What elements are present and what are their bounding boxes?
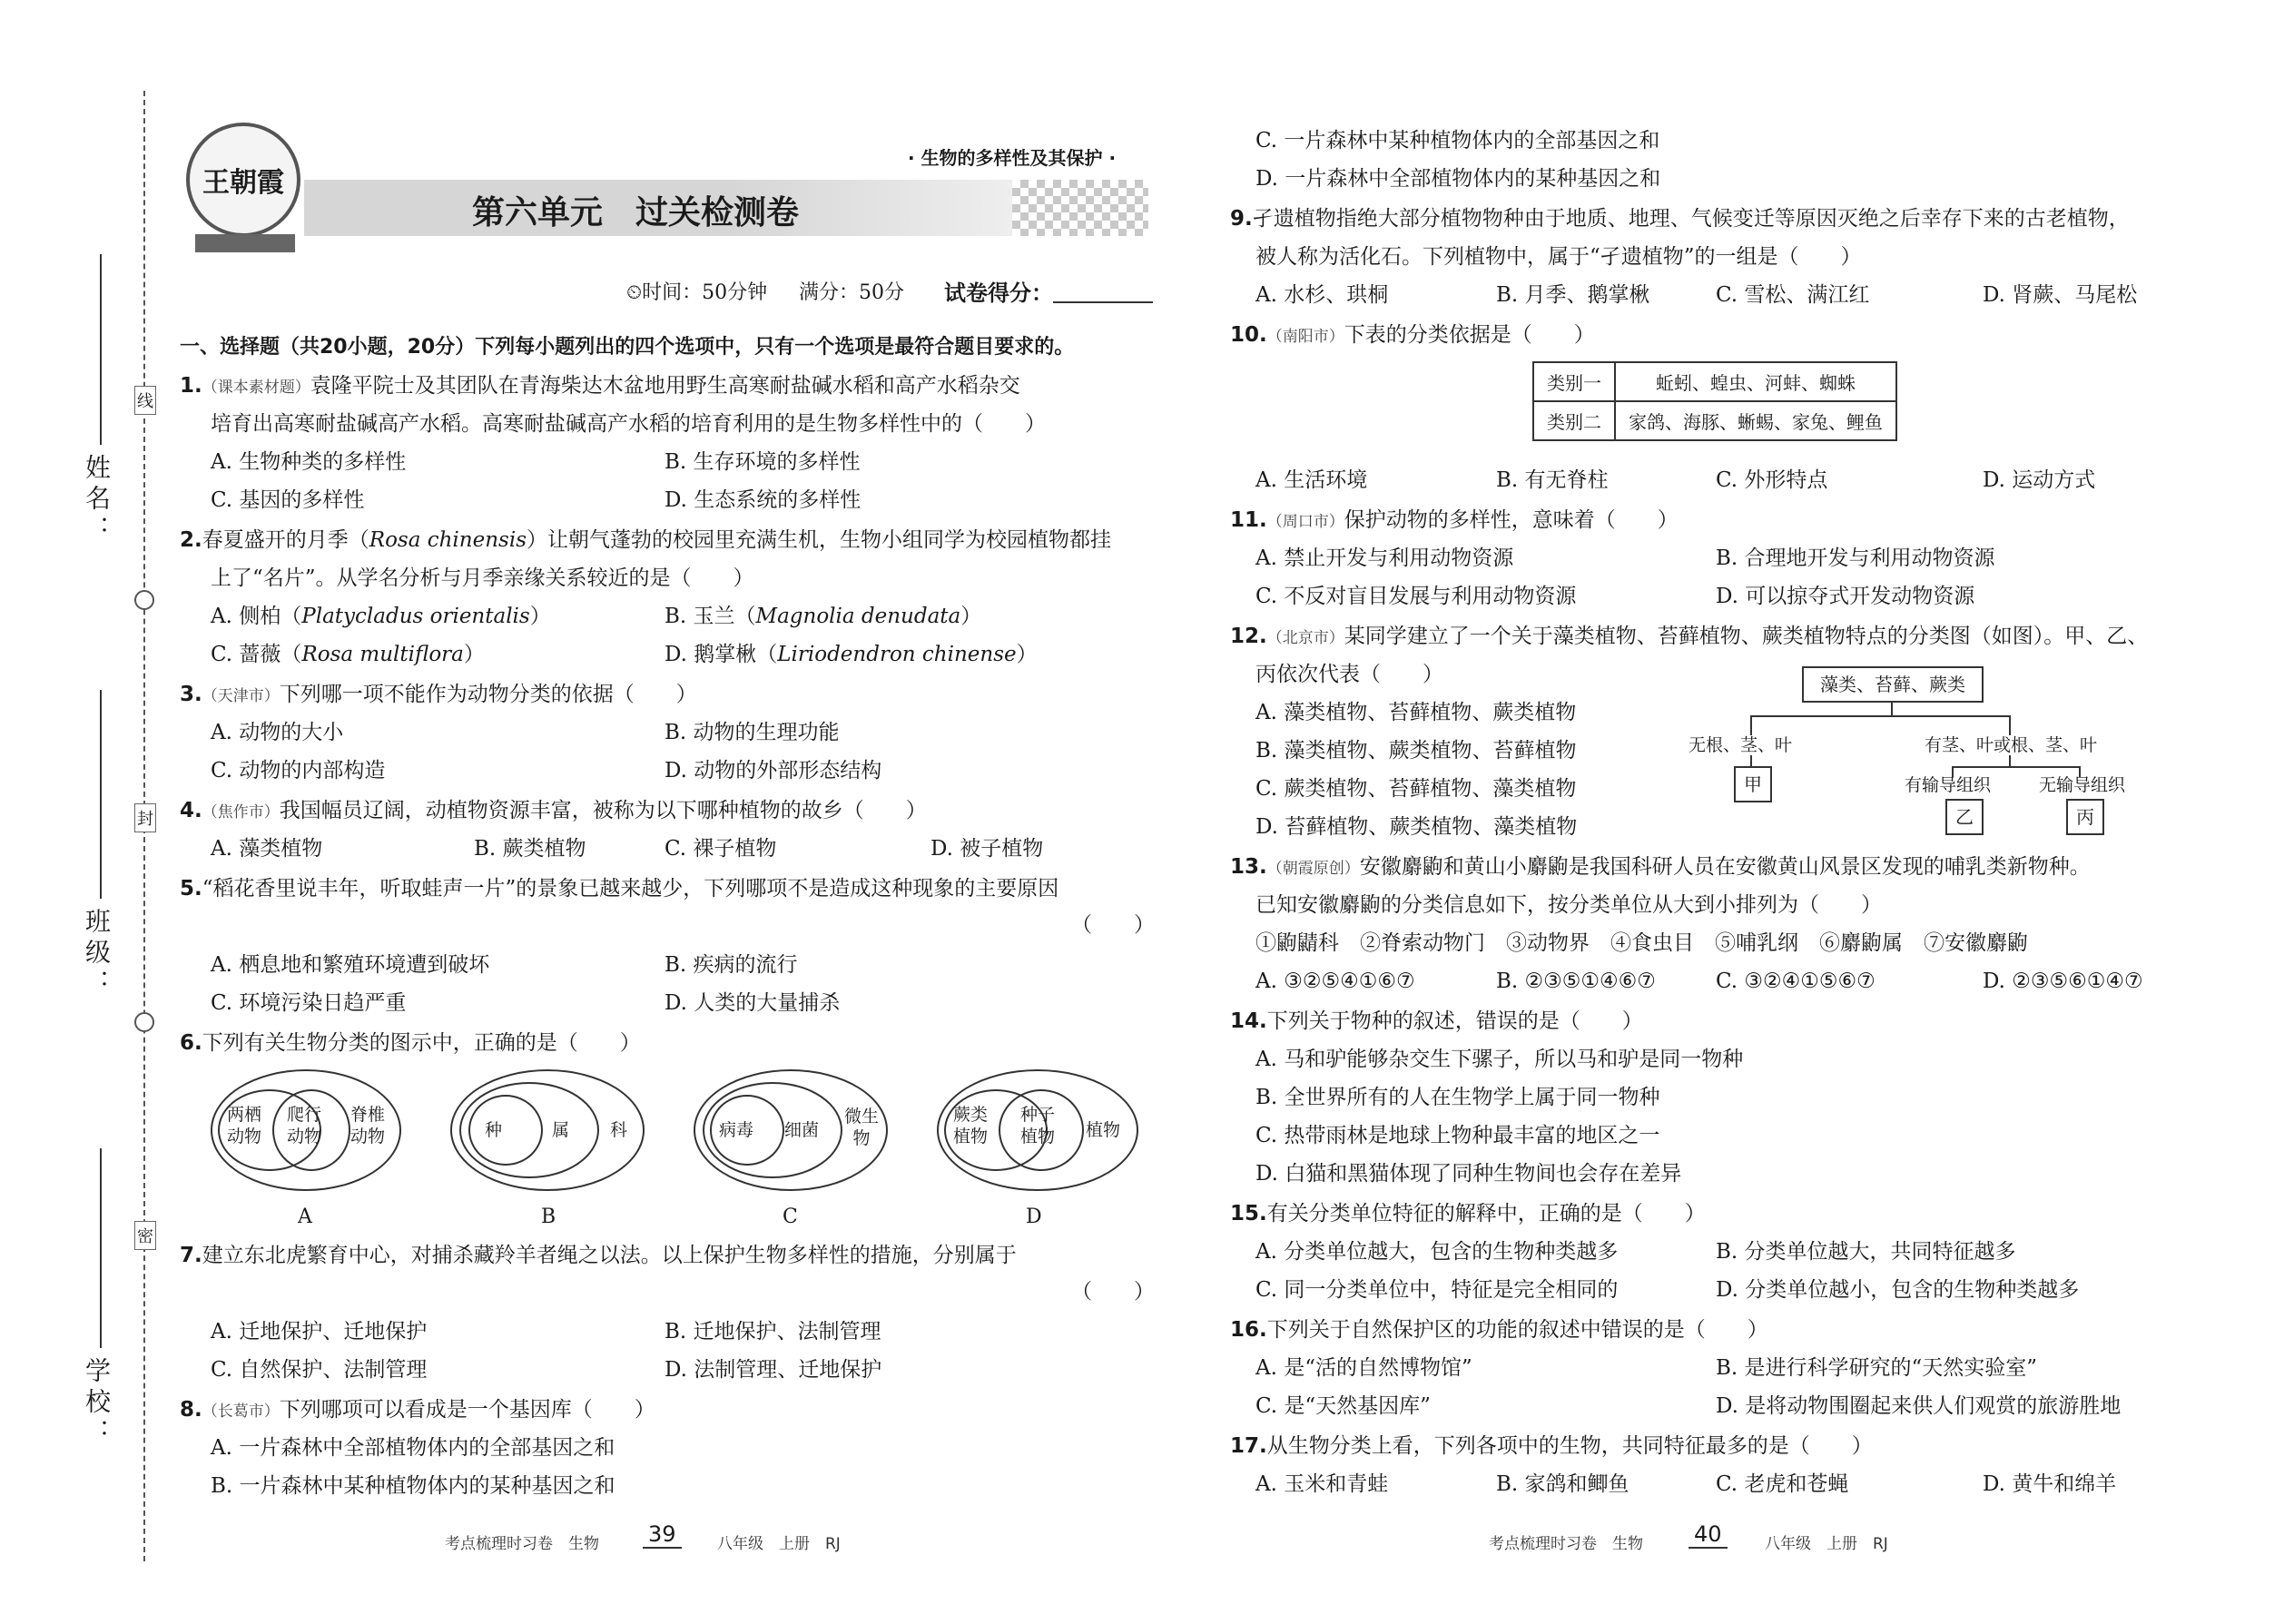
q15-option-a[interactable]: A. 分类单位越大，包含的生物种类越多 bbox=[1255, 1240, 1619, 1264]
q9-option-a[interactable]: A. 水杉、珙桐 bbox=[1255, 283, 1389, 307]
footer-left-text: 考点梳理时习卷 生物 bbox=[445, 1535, 599, 1553]
q16-option-d[interactable]: D. 是将动物围圈起来供人们观赏的旅游胜地 bbox=[1716, 1394, 2122, 1418]
q3-option-d[interactable]: D. 动物的外部形态结构 bbox=[665, 759, 882, 782]
q16-line1: 16.下列关于自然保护区的功能的叙述中错误的是（ ） bbox=[1230, 1318, 1768, 1342]
table-row bbox=[1533, 362, 1896, 401]
q9-option-c[interactable]: C. 雪松、满江红 bbox=[1716, 283, 1870, 307]
q11-option-d[interactable]: D. 可以掠夺式开发动物资源 bbox=[1716, 585, 1975, 608]
q14-option-a[interactable]: A. 马和驴能够杂交生下骡子，所以马和驴是同一物种 bbox=[1255, 1048, 1744, 1071]
q8-option-b[interactable]: B. 一片森林中某种植物体内的某种基因之和 bbox=[211, 1474, 615, 1498]
time-label: ⏲时间：50分钟 bbox=[626, 281, 768, 304]
q9-option-d[interactable]: D. 肾蕨、马尾松 bbox=[1983, 283, 2138, 307]
q10-option-d[interactable]: D. 运动方式 bbox=[1983, 468, 2096, 492]
q4-option-c[interactable]: C. 裸子植物 bbox=[665, 837, 777, 861]
diagram-text: 细菌 bbox=[784, 1120, 820, 1140]
diagram-root-box: 藻类、苔藓、蕨类 bbox=[1802, 666, 1984, 703]
diagram-label: A bbox=[298, 1206, 312, 1228]
q13-option-d[interactable]: D. ②③⑤⑥①④⑦ bbox=[1983, 969, 2143, 993]
school-blank-line[interactable] bbox=[100, 1148, 102, 1348]
q7-answer-paren[interactable]: （ ） bbox=[1071, 1280, 1155, 1304]
score-blank[interactable] bbox=[1053, 301, 1153, 303]
q15-option-d[interactable]: D. 分类单位越小，包含的生物种类越多 bbox=[1716, 1278, 2080, 1302]
q17-option-a[interactable]: A. 玉米和青蛙 bbox=[1255, 1472, 1389, 1496]
q2-line1: 2.春夏盛开的月季（Rosa chinensis）让朝气蓬勃的校园里充满生机，生物小组同学为校园植物都挂 bbox=[180, 528, 1111, 552]
table-cell: 类别一 bbox=[1533, 362, 1615, 401]
diagram-label: B bbox=[541, 1206, 556, 1228]
table-cell: 家鸽、海豚、蜥蜴、家兔、鲤鱼 bbox=[1615, 401, 1896, 440]
q17-option-b[interactable]: B. 家鸽和鲫鱼 bbox=[1496, 1472, 1629, 1496]
diagram-line bbox=[2009, 755, 2011, 766]
q2-line2: 上了“名片”。从学名分析与月季亲缘关系较近的是（ ） bbox=[211, 566, 754, 590]
binding-char-3: 密 bbox=[134, 1221, 156, 1250]
name-blank-line[interactable] bbox=[100, 254, 102, 445]
q15-line1: 15.有关分类单位特征的解释中，正确的是（ ） bbox=[1230, 1202, 1706, 1225]
diagram-text: 属 bbox=[552, 1120, 570, 1140]
q8-option-c[interactable]: C. 一片森林中某种植物体内的全部基因之和 bbox=[1255, 129, 1660, 153]
q11-line1: 11.（周口市）保护动物的多样性，意味着（ ） bbox=[1230, 508, 1679, 532]
q13-line3: ①鼩鼱科 ②脊索动物门 ③动物界 ④食虫目 ⑤哺乳纲 ⑥麝鼩属 ⑦安徽麝鼩 bbox=[1255, 931, 2028, 955]
diagram-text: 有茎、叶或根、茎、叶 bbox=[1925, 735, 2098, 755]
q5-option-a[interactable]: A. 栖息地和繁殖环境遭到破坏 bbox=[211, 953, 490, 977]
q4-line1: 4.（焦作市）我国幅员辽阔，动植物资源丰富，被称为以下哪种植物的故乡（ ） bbox=[180, 799, 927, 822]
q13-line2: 已知安徽麝鼩的分类信息如下，按分类单位从大到小排列为（ ） bbox=[1255, 893, 1882, 917]
q17-option-c[interactable]: C. 老虎和苍蝇 bbox=[1716, 1472, 1849, 1496]
q14-option-d[interactable]: D. 白猫和黑猫体现了同种生物间也会存在差异 bbox=[1255, 1162, 1682, 1186]
q1-option-a[interactable]: A. 生物种类的多样性 bbox=[211, 450, 407, 474]
q16-option-c[interactable]: C. 是“天然基因库” bbox=[1255, 1394, 1431, 1418]
binding-circle-1 bbox=[134, 590, 154, 610]
school-label: 学校： bbox=[82, 1357, 112, 1450]
footer-left-grade: 八年级 上册 RJ bbox=[717, 1535, 841, 1553]
diagram-line bbox=[1750, 715, 2009, 717]
q14-option-c[interactable]: C. 热带雨林是地球上物种最丰富的地区之一 bbox=[1255, 1124, 1660, 1147]
q3-line1: 3.（天津市）下列哪一项不能作为动物分类的依据（ ） bbox=[180, 683, 697, 706]
footer-right-text: 考点梳理时习卷 生物 bbox=[1489, 1535, 1643, 1553]
class-label: 班级： bbox=[82, 908, 112, 1000]
table-cell: 类别二 bbox=[1533, 401, 1615, 440]
full-score-label: 满分：50分 bbox=[799, 281, 904, 304]
binding-char-1: 线 bbox=[134, 386, 156, 415]
q7-option-b[interactable]: B. 迁地保护、法制管理 bbox=[665, 1320, 881, 1343]
diagram-text: 科 bbox=[610, 1120, 628, 1140]
q2-option-d[interactable]: D. 鹅掌楸（Liriodendron chinense） bbox=[665, 643, 1038, 666]
q1-option-c[interactable]: C. 基因的多样性 bbox=[211, 488, 365, 512]
q9-line1: 9.孑遗植物指绝大部分植物物种由于地质、地理、气候变迁等原因灭绝之后幸存下来的古老植物， bbox=[1230, 207, 2130, 231]
diagram-text: 蕨类 植物 bbox=[953, 1105, 989, 1147]
q9-line2: 被人称为活化石。下列植物中，属于“孑遗植物”的一组是（ ） bbox=[1255, 245, 1862, 269]
diagram-box-yi: 乙 bbox=[1945, 799, 1984, 835]
q5-line1: 5.“稻花香里说丰年，听取蛙声一片”的景象已越来越少，下列哪项不是造成这种现象的主要原因 bbox=[180, 877, 1059, 901]
q10-option-b[interactable]: B. 有无脊柱 bbox=[1496, 468, 1609, 492]
q2-option-c[interactable]: C. 蔷薇（Rosa multiflora） bbox=[211, 643, 485, 666]
logo-ribbon bbox=[195, 234, 295, 252]
logo-badge bbox=[186, 123, 300, 237]
q1-line2: 培育出高寒耐盐碱高产水稻。高寒耐盐碱高产水稻的培育利用的是生物多样性中的（ ） bbox=[211, 412, 1046, 436]
q14-option-b[interactable]: B. 全世界所有的人在生物学上属于同一物种 bbox=[1255, 1086, 1660, 1109]
q8-option-d[interactable]: D. 一片森林中全部植物体内的某种基因之和 bbox=[1255, 167, 1661, 191]
q12-line2: 丙依次代表（ ） bbox=[1255, 663, 1443, 686]
q13-option-b[interactable]: B. ②③⑤①④⑥⑦ bbox=[1496, 969, 1656, 993]
diagram-text: 无根、茎、叶 bbox=[1689, 735, 1793, 755]
diagram-text: 脊椎 动物 bbox=[350, 1105, 386, 1147]
q4-option-a[interactable]: A. 藻类植物 bbox=[211, 837, 323, 861]
q7-option-a[interactable]: A. 迁地保护、迁地保护 bbox=[211, 1320, 428, 1343]
diagram-text: 无输导组织 bbox=[2039, 775, 2126, 795]
q5-answer-paren[interactable]: （ ） bbox=[1071, 913, 1155, 937]
q10-option-c[interactable]: C. 外形特点 bbox=[1716, 468, 1828, 492]
q8-line1: 8.（长葛市）下列哪项可以看成是一个基因库（ ） bbox=[180, 1398, 655, 1422]
title-checker bbox=[1012, 180, 1148, 236]
ellipse-inner bbox=[468, 1095, 543, 1166]
q11-option-c[interactable]: C. 不反对盲目发展与利用动物资源 bbox=[1255, 585, 1577, 608]
name-label: 姓名： bbox=[82, 454, 112, 546]
class-blank-line[interactable] bbox=[100, 690, 102, 899]
q11-option-a[interactable]: A. 禁止开发与利用动物资源 bbox=[1255, 546, 1514, 570]
diagram-text: 种子 植物 bbox=[1020, 1105, 1056, 1147]
q12-line1: 12.（北京市）某同学建立了一个关于藻类植物、苔藓植物、蕨类植物特点的分类图（如图）。甲、乙、 bbox=[1230, 625, 2149, 648]
q1-option-b[interactable]: B. 生存环境的多样性 bbox=[665, 450, 861, 474]
diagram-text: 微生 物 bbox=[844, 1107, 880, 1148]
subject-label: · 生物的多样性及其保护 · bbox=[908, 147, 1117, 169]
diagram-line bbox=[1891, 701, 1893, 715]
diagram-text: 病毒 bbox=[719, 1120, 754, 1140]
footer-right-grade: 八年级 上册 RJ bbox=[1765, 1535, 1888, 1553]
q2-option-a[interactable]: A. 侧柏（Platycladus orientalis） bbox=[211, 605, 551, 628]
q17-line1: 17.从生物分类上看，下列各项中的生物，共同特征最多的是（ ） bbox=[1230, 1434, 1873, 1458]
q10-line1: 10.（南阳市）下表的分类依据是（ ） bbox=[1230, 323, 1595, 347]
q7-option-d[interactable]: D. 法制管理、迁地保护 bbox=[665, 1358, 882, 1382]
q3-option-b[interactable]: B. 动物的生理功能 bbox=[665, 721, 840, 744]
q12-option-c[interactable]: C. 蕨类植物、苔藓植物、藻类植物 bbox=[1255, 777, 1577, 801]
diagram-line bbox=[1952, 766, 2079, 768]
q6-line1: 6.下列有关生物分类的图示中，正确的是（ ） bbox=[180, 1031, 641, 1055]
q2-option-b[interactable]: B. 玉兰（Magnolia denudata） bbox=[665, 605, 982, 628]
q15-option-c[interactable]: C. 同一分类单位中，特征是完全相同的 bbox=[1255, 1278, 1619, 1302]
q15-option-b[interactable]: B. 分类单位越大，共同特征越多 bbox=[1716, 1240, 2016, 1264]
q16-option-b[interactable]: B. 是进行科学研究的“天然实验室” bbox=[1716, 1356, 2038, 1380]
table-cell: 蚯蚓、蝗虫、河蚌、蜘蛛 bbox=[1615, 362, 1896, 401]
q7-line1: 7.建立东北虎繁育中心，对捕杀藏羚羊者绳之以法。以上保护生物多样性的措施，分别属于 bbox=[180, 1244, 1017, 1267]
diagram-label: D bbox=[1026, 1206, 1042, 1228]
diagram-text: 两栖 动物 bbox=[227, 1105, 262, 1147]
q9-option-b[interactable]: B. 月季、鹅掌楸 bbox=[1496, 283, 1650, 307]
q14-line1: 14.下列关于物种的叙述，错误的是（ ） bbox=[1230, 1009, 1643, 1033]
binding-circle-2 bbox=[134, 1012, 154, 1032]
q13-option-c[interactable]: C. ③②④①⑤⑥⑦ bbox=[1716, 969, 1876, 993]
q10-option-a[interactable]: A. 生活环境 bbox=[1255, 468, 1368, 492]
q10-table bbox=[1532, 361, 1897, 441]
q5-option-d[interactable]: D. 人类的大量捕杀 bbox=[665, 991, 841, 1015]
page-number-right: 40 bbox=[1689, 1521, 1728, 1549]
diagram-line bbox=[1750, 755, 1752, 766]
score-label: 试卷得分： bbox=[944, 281, 1053, 306]
q16-option-a[interactable]: A. 是“活的自然博物馆” bbox=[1255, 1356, 1472, 1380]
diagram-text: 种 bbox=[485, 1120, 503, 1140]
q13-option-a[interactable]: A. ③②⑤④①⑥⑦ bbox=[1255, 969, 1415, 993]
diagram-text: 爬行 动物 bbox=[287, 1105, 322, 1147]
section1-heading: 一、选择题（共20小题，20分）下列每小题列出的四个选项中，只有一个选项是最符合题目要求的。 bbox=[180, 336, 1075, 359]
q13-line1: 13.（朝霞原创）安徽麝鼩和黄山小麝鼩是我国科研人员在安徽黄山风景区发现的哺乳类新物种。 bbox=[1230, 855, 2091, 879]
diagram-box-bing: 丙 bbox=[2066, 799, 2104, 835]
page-number-left: 39 bbox=[643, 1521, 682, 1549]
diagram-box-jia: 甲 bbox=[1734, 766, 1772, 802]
page-title: 第六单元 过关检测卷 bbox=[472, 194, 800, 231]
diagram-text: 植物 bbox=[1086, 1120, 1121, 1140]
binding-char-2: 封 bbox=[134, 803, 156, 832]
diagram-text: 有输导组织 bbox=[1905, 775, 1992, 795]
q3-option-a[interactable]: A. 动物的大小 bbox=[211, 721, 344, 744]
q4-option-d[interactable]: D. 被子植物 bbox=[930, 837, 1044, 861]
q12-option-a[interactable]: A. 藻类植物、苔藓植物、蕨类植物 bbox=[1255, 701, 1577, 724]
q7-option-c[interactable]: C. 自然保护、法制管理 bbox=[211, 1358, 428, 1382]
q4-option-b[interactable]: B. 蕨类植物 bbox=[474, 837, 586, 861]
q8-option-a[interactable]: A. 一片森林中全部植物体内的全部基因之和 bbox=[211, 1436, 615, 1460]
q12-option-d[interactable]: D. 苔藓植物、蕨类植物、藻类植物 bbox=[1255, 815, 1578, 839]
q3-option-c[interactable]: C. 动物的内部构造 bbox=[211, 759, 386, 782]
logo-text: 王朝霞 bbox=[202, 167, 284, 199]
q5-option-c[interactable]: C. 环境污染日趋严重 bbox=[211, 991, 407, 1015]
table-row bbox=[1533, 401, 1896, 440]
diagram-label: C bbox=[783, 1206, 798, 1228]
q1-line1: 1.（课本素材题）袁隆平院士及其团队在青海柴达木盆地用野生高寒耐盐碱水稻和高产水稻杂交 bbox=[180, 374, 1020, 398]
q11-option-b[interactable]: B. 合理地开发与利用动物资源 bbox=[1716, 546, 1995, 570]
q17-option-d[interactable]: D. 黄牛和绵羊 bbox=[1983, 1472, 2117, 1496]
q5-option-b[interactable]: B. 疾病的流行 bbox=[665, 953, 798, 977]
q1-option-d[interactable]: D. 生态系统的多样性 bbox=[665, 488, 861, 512]
q12-option-b[interactable]: B. 藻类植物、蕨类植物、苔藓植物 bbox=[1255, 739, 1577, 763]
